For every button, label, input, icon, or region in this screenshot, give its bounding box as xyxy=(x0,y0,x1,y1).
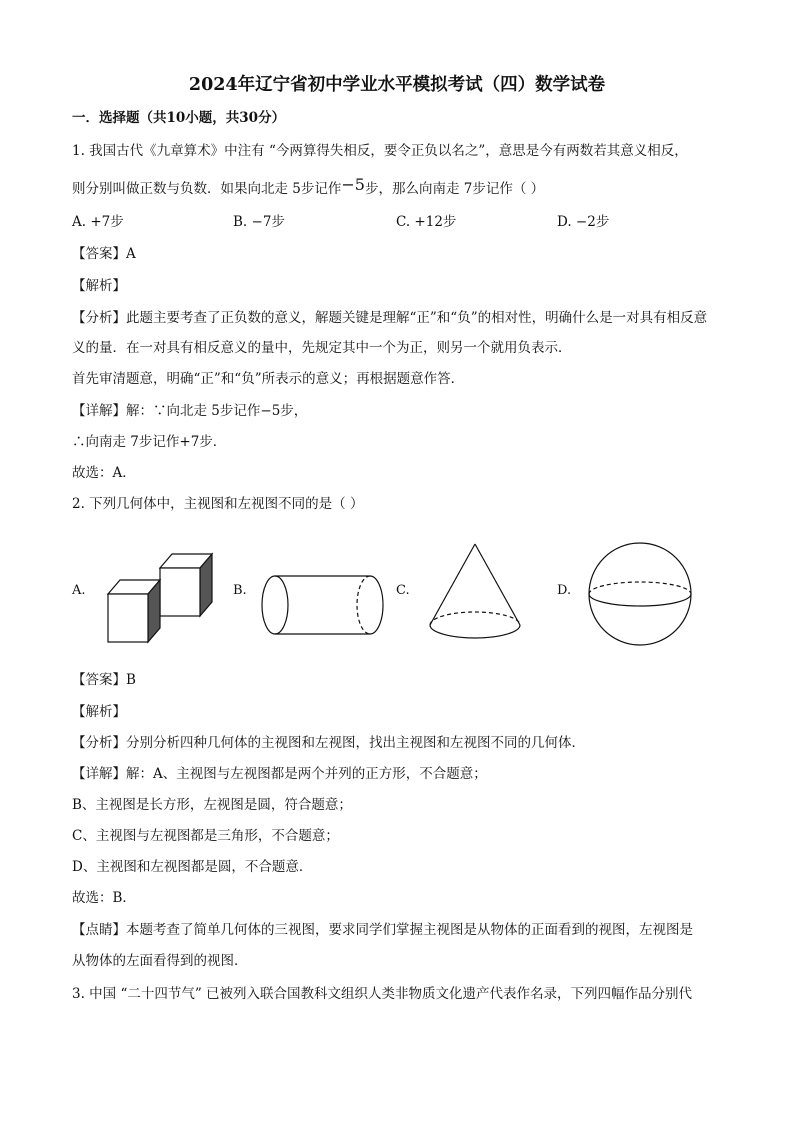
q2-dianjing-tag: 【点睛】 xyxy=(72,922,126,938)
q1-analysis-tag: 【解析】 xyxy=(72,278,126,294)
q2-choose: 故选：B． xyxy=(72,890,136,906)
q1-option-b: B. −7步 xyxy=(233,214,285,230)
q2-detail-text-a: 解：A、主视图与左视图都是两个并列的正方形，不合题意； xyxy=(126,766,487,782)
q2-label-d: D. xyxy=(557,583,572,598)
q2-answer-tag: 【答案】 xyxy=(72,672,126,688)
q2-analysis-tag: 【解析】 xyxy=(72,704,126,720)
q1-option-c: C. +12步 xyxy=(396,214,457,230)
q1-fenxi-tag: 【分析】 xyxy=(72,310,126,326)
q3-stem: 3. 中国 “二十四节气” 已被列入联合国教科文组织人类非物质文化遗产代表作名录，下列四幅作品分别代 xyxy=(72,986,693,1002)
q2-fenxi-text: 分别分析四种几何体的主视图和左视图，找出主视图和左视图不同的几何体． xyxy=(126,735,585,751)
q1-answer-value: A xyxy=(126,246,136,262)
q2-dianjing-line2: 从物体的左面看得到的视图． xyxy=(72,953,248,969)
q1-fenxi-line3: 首先审清题意，明确“正”和“负”所表示的意义；再根据题意作答． xyxy=(72,371,465,387)
q1-detail-tag: 【详解】 xyxy=(72,403,126,419)
q2-answer xyxy=(72,670,136,690)
q1-option-d: D. −2步 xyxy=(557,214,610,230)
q2-detail-line-c: C、主视图与左视图都是三角形，不合题意； xyxy=(72,828,339,844)
cone-figure xyxy=(423,540,533,646)
q1-option-a: A. +7步 xyxy=(72,214,124,230)
q2-stem: 2. 下列几何体中，主视图和左视图不同的是（ ） xyxy=(72,496,364,512)
q1-answer-tag: 【答案】 xyxy=(72,246,126,262)
q1-detail-text1: 解：∵向北走 5步记作−5步， xyxy=(126,403,308,419)
q1-stem-line2 xyxy=(72,175,545,199)
two-cubes-figure xyxy=(100,548,220,648)
q1-choose: 故选：A． xyxy=(72,465,136,481)
section-heading: 一．选择题（共10小题，共30分） xyxy=(72,110,286,126)
q2-fenxi-tag: 【分析】 xyxy=(72,735,126,751)
q2-detail-tag: 【详解】 xyxy=(72,766,126,782)
q2-dianjing-line1 xyxy=(72,920,693,940)
q2-label-a: A. xyxy=(72,583,86,598)
q1-detail-line1 xyxy=(72,401,307,421)
q2-detail-line-d: D、主视图和左视图都是圆，不合题意． xyxy=(72,859,313,875)
q1-detail-line2: ∴向南走 7步记作+7步． xyxy=(72,434,227,450)
q2-dianjing-text1: 本题考查了简单几何体的三视图，要求同学们掌握主视图是从物体的正面看到的视图，左视图是 xyxy=(126,922,693,938)
q1-fenxi-line2: 义的量．在一对具有相反意义的量中，先规定其中一个为正，则另一个就用负表示． xyxy=(72,340,572,356)
q2-label-c: C. xyxy=(396,583,410,598)
q2-detail-line-a xyxy=(72,764,487,784)
q1-stem-line2-a: 则分别叫做正数与负数．如果向北走 5步记作 xyxy=(72,181,342,197)
sphere-figure xyxy=(585,540,697,648)
q2-label-b: B. xyxy=(233,583,247,598)
q1-fenxi-line1 xyxy=(72,308,707,328)
q2-answer-value: B xyxy=(126,672,136,688)
q1-stem-line2-c: 步，那么向南走 7步记作（ ） xyxy=(364,181,545,197)
q2-fenxi-line xyxy=(72,733,585,753)
q1-fenxi-text1: 此题主要考查了正负数的意义，解题关键是理解“正”和“负”的相对性，明确什么是一对具有相反意 xyxy=(126,310,708,326)
q1-neg5: −5 xyxy=(341,175,365,194)
cylinder-figure xyxy=(255,570,395,640)
q1-stem-line1: 1. 我国古代《九章算术》中注有 “今两算得失相反，要令正负以名之”，意思是今有两数若其意义相反， xyxy=(72,143,688,159)
q1-answer xyxy=(72,244,136,264)
page-title: 2024年辽宁省初中学业水平模拟考试（四）数学试卷 xyxy=(188,75,606,95)
q2-detail-line-b: B、主视图是长方形，左视图是圆，符合题意； xyxy=(72,797,352,813)
